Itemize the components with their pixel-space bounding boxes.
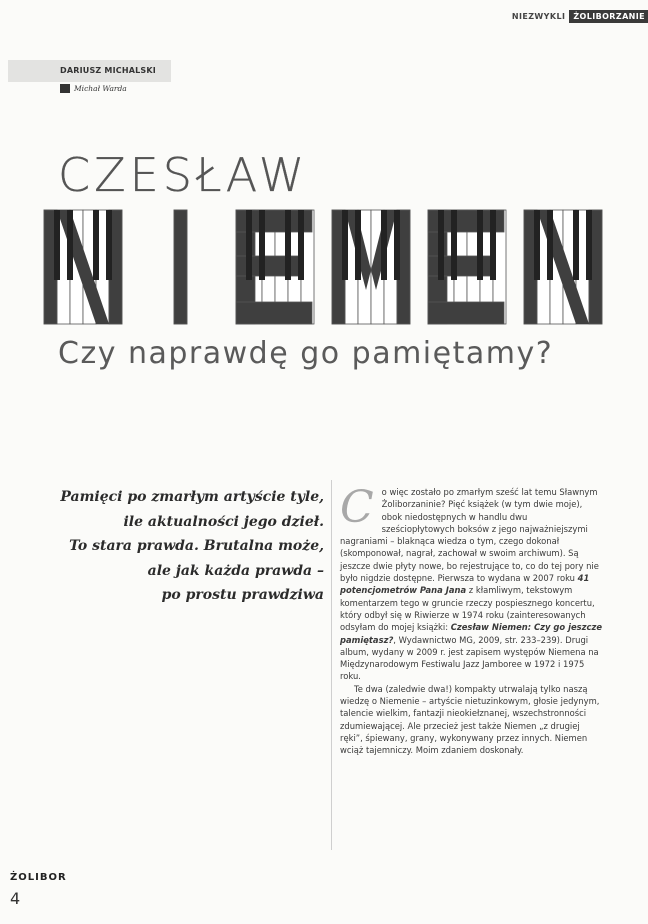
letter-bar: [236, 256, 302, 276]
title-letter-e: [236, 210, 314, 324]
pullquote-line: To stara prawda. Brutalna może,: [69, 538, 324, 554]
book-title: 41 potencjometrów Pana Jana: [340, 573, 590, 596]
piano-black-key: [451, 210, 457, 280]
piano-black-key: [573, 210, 579, 280]
pullquote-line: ile aktualności jego dzieł.: [123, 513, 324, 530]
letter-bar: [236, 302, 312, 324]
piano-black-key: [54, 210, 60, 280]
piano-black-key: [534, 210, 540, 280]
pullquote-line: po prostu prawdziwa: [161, 587, 324, 603]
paragraph-text: , Wydawnictwo MG, 2009, str. 233–239). Drugi album, wydany w 2009 r. jest zapisem występów Niemena na Międzynarodowym Festiwalu Jazz Jamboree w 1972 i 1975 roku.: [340, 634, 599, 682]
author-name: DARIUSZ MICHALSKI: [60, 66, 156, 75]
piano-black-key: [298, 210, 304, 280]
letter-stroke: [174, 210, 187, 324]
title-letter-i: [174, 210, 187, 324]
letter-bar: [428, 256, 494, 276]
pullquote-line: ale jak każda prawda –: [147, 562, 324, 579]
letter-bar: [428, 302, 504, 324]
title-letter-n: [524, 210, 602, 324]
paragraph: Te dwa (zaledwie dwa!) kompakty utrwalają tylko naszą wiedzę o Niemenie – artyście nietuzinkowym, głosie jedynym, talencie wielkim, fantazji nieokiełznanej, wszechstronności zdumiewającej. Ale przecież jest także Niemen „z drugiej ręki”, śpiewany, grany, wykonywany przez innych. Niemen wciąż tajemniczy. Moim zdaniem doskonały.: [340, 683, 600, 756]
title-letter-m: [332, 210, 410, 324]
paragraph-text: z kłamliwym, tekstowym komentarzem tego w gruncie rzeczy pospiesznego koncertu, który odbył się w Riwierze w 1974 roku (zainteresowanych odsyłam do mojej książki:: [340, 585, 595, 633]
photo-credit-name: Michał Warda: [74, 84, 127, 93]
title-letter-e: [428, 210, 506, 324]
piano-black-key: [394, 210, 400, 280]
piano-black-key: [93, 210, 99, 280]
piano-black-key: [67, 210, 73, 280]
title-letter-n: [44, 210, 122, 324]
camera-icon: [60, 84, 70, 93]
magazine-logo: ŻOLIBOR: [10, 872, 67, 883]
section-tag: [512, 10, 648, 23]
pullquote-line: Pamięci po zmarłym artyście tyle,: [60, 489, 324, 505]
column-divider: [331, 480, 332, 850]
piano-black-key: [246, 210, 252, 280]
piano-black-key: [490, 210, 496, 280]
piano-black-key: [547, 210, 553, 280]
paragraph: [340, 482, 603, 683]
piano-black-key: [285, 210, 291, 280]
piano-black-key: [342, 210, 348, 280]
piano-black-key: [438, 210, 444, 280]
section-label: NIEZWYKLI: [511, 12, 566, 21]
piano-black-key: [586, 210, 592, 280]
pullquote: [40, 485, 324, 608]
drop-cap: C: [340, 482, 374, 533]
book-title: Czesław Niemen: Czy go jeszcze pamiętasz?: [340, 622, 603, 645]
title-first-name: CZESŁAW: [58, 148, 309, 202]
piano-black-key: [477, 210, 483, 280]
article-body: [340, 482, 603, 757]
piano-black-key: [106, 210, 112, 280]
paragraph-text: o więc zostało po zmarłym sześć lat temu Sławnym Żoliborzaninie? Pięć książek (w tym dwie moje), obok niedostępnych w handlu dwu sześciopłytowych boksów z jego najważniejszymi nagraniami – blaknąca wiedza o tym, czego dokonał (skomponował, nagrał, zachował w swoim archiwum). Są jeszcze dwie płyty nowe, bo rejestrujące to, co do tej pory nie było nigdzie dostępne. Pierwsza to wydana w 2007 roku: [340, 487, 599, 584]
subtitle: Czy naprawdę go pamiętamy?: [58, 336, 554, 371]
section-label-boxed: ŻOLIBORZANIE: [569, 10, 648, 23]
photo-credit: [60, 84, 127, 93]
piano-black-key: [381, 210, 387, 280]
piano-black-key: [259, 210, 265, 280]
page-number: 4: [10, 889, 21, 908]
piano-black-key: [355, 210, 361, 280]
title-surname-piano: [38, 208, 612, 326]
